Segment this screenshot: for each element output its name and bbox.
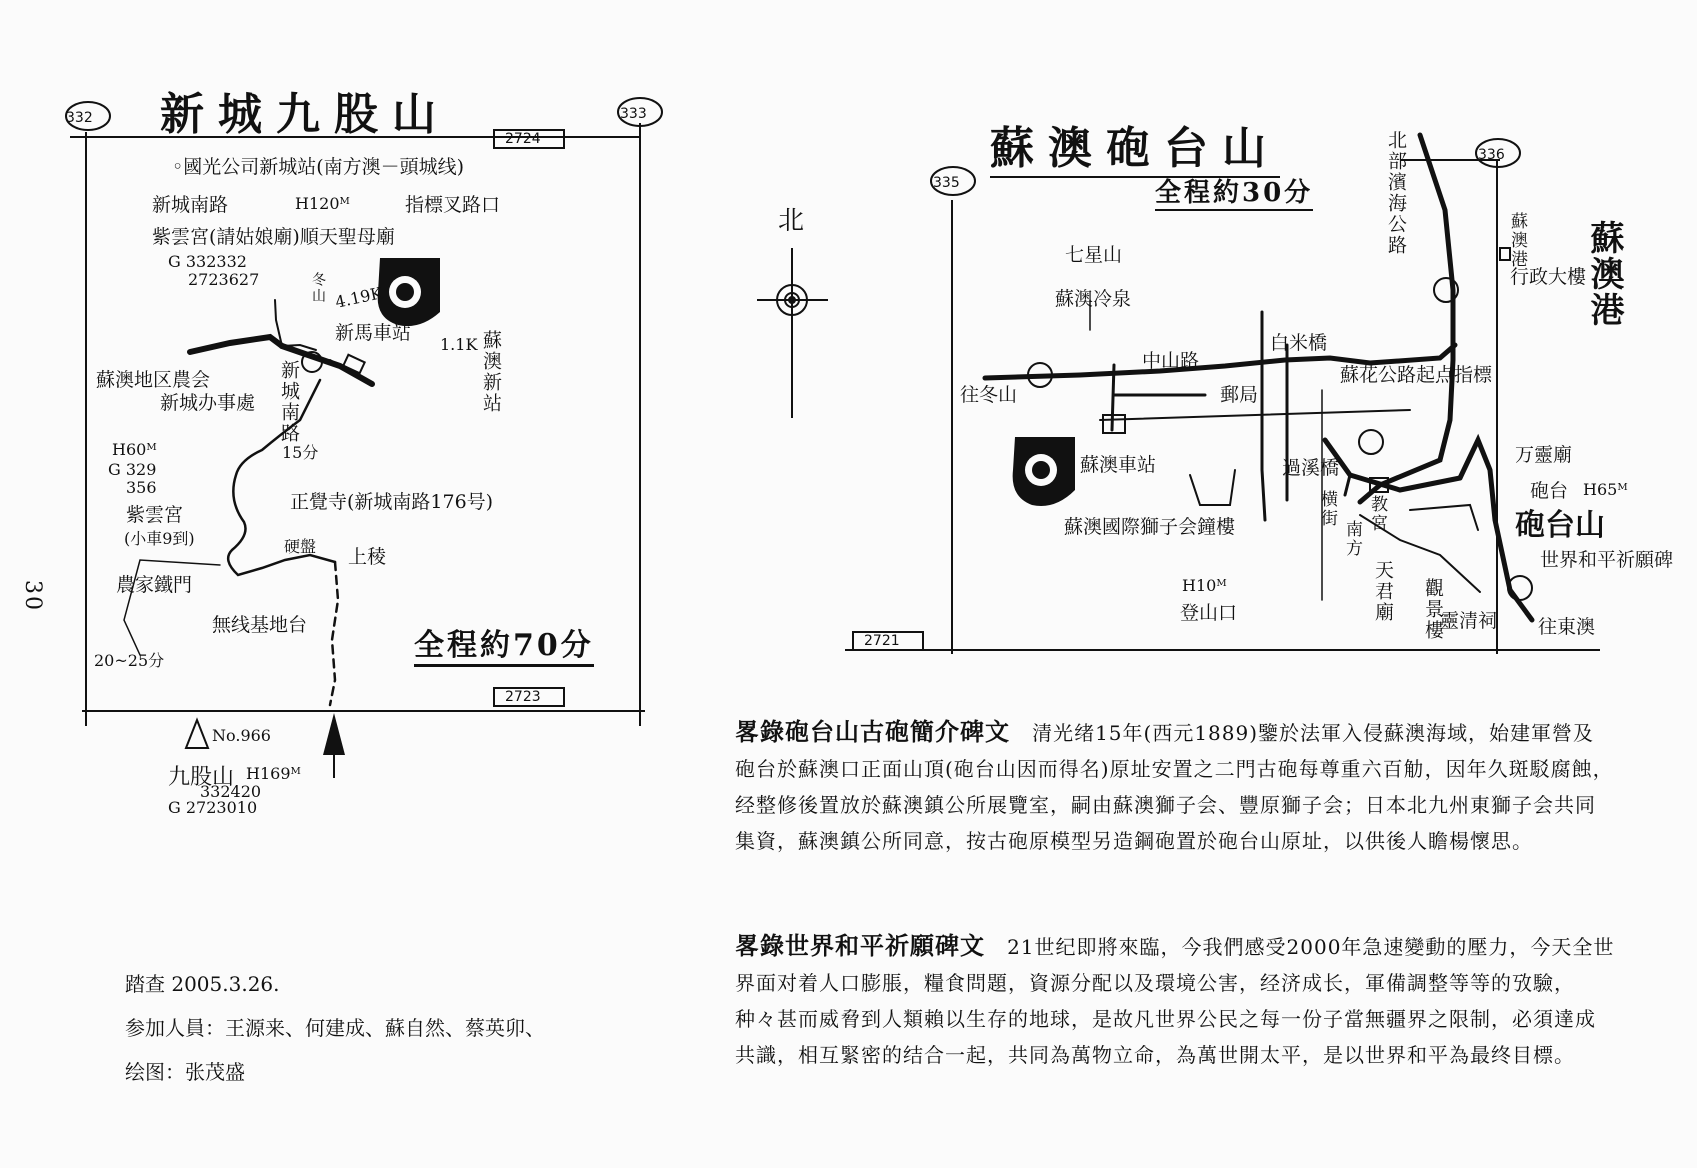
label-g-coord-1: G 332332	[168, 252, 247, 271]
right-grid-x335: 335	[933, 175, 960, 191]
label-up-ridge: 上稜	[348, 546, 387, 568]
label-paotai: 砲台	[1530, 480, 1569, 502]
label-bus9: (小車9到)	[124, 529, 195, 548]
label-jiaogong: 教宮	[1367, 495, 1387, 533]
label-qixing-mountain: 七星山	[1065, 244, 1123, 266]
label-h60: H60ᴹ	[112, 440, 157, 459]
label-farm-gate: 農家鐵門	[116, 574, 193, 596]
left-total-time: 全程約70分	[414, 620, 594, 667]
compass-north-label: 北	[778, 206, 805, 236]
label-11k: 1.1K	[440, 335, 478, 354]
label-zixiagong: 紫雲宮	[126, 504, 184, 526]
right-grid-y2721: 2721	[864, 633, 900, 649]
label-wanling-temple: 万靈廟	[1515, 444, 1573, 466]
label-xincheng-rd: 新城南路	[152, 194, 229, 216]
label-suao-port-admin-1: 蘇澳港	[1507, 212, 1527, 269]
label-lions-clock-tower: 蘇澳國際獅子会鐘樓	[1064, 516, 1236, 538]
label-suao-new-station: 蘇澳新站	[480, 330, 502, 414]
label-suao-port: 蘇澳港	[1584, 220, 1624, 328]
label-farm-assoc: 蘇澳地区農会	[96, 369, 211, 391]
left-grid-y2723: 2723	[505, 689, 541, 705]
label-nanfang: 南方	[1342, 520, 1362, 558]
label-suao-cold-spring: 蘇澳冷泉	[1055, 288, 1132, 310]
left-map-title: 新城九股山	[160, 89, 450, 140]
survey-notes	[125, 962, 545, 1094]
label-zhengjue-temple: 正覺寺(新城南路176号)	[290, 491, 494, 513]
label-h65: H65ᴹ	[1583, 480, 1628, 499]
label-h10: H10ᴹ	[1182, 576, 1227, 595]
right-grid-x336: 336	[1478, 147, 1505, 163]
label-xincheng-south-road: 新城南路	[278, 360, 300, 444]
label-summit-jiugu: 九股山	[168, 765, 235, 790]
label-paotai-mountain: 砲台山	[1515, 508, 1605, 543]
label-trailhead: 登山口	[1180, 602, 1238, 624]
peace-inscription-heading: 畧錄世界和平祈願碑文	[735, 931, 985, 960]
label-lingqing-shrine: 靈清祠	[1440, 610, 1498, 632]
page-number: 30	[20, 580, 45, 612]
label-h169: H169ᴹ	[246, 764, 301, 783]
label-baimi-bridge: 白米橋	[1270, 332, 1328, 354]
label-temple-zixia: 紫雲宮(請姑娘廟)順天聖母廟	[152, 226, 395, 248]
right-map-title: 蘇澳砲台山	[990, 112, 1280, 178]
bus-logo-left	[378, 258, 440, 326]
label-base-station: 無线基地台	[212, 614, 308, 636]
label-peace-stele: 世界和平祈願碑	[1540, 549, 1674, 571]
label-g-coord-3: 332420	[200, 782, 262, 801]
survey-drawing: 绘图：张茂盛	[125, 1060, 245, 1084]
label-20-25min: 20~25分	[94, 651, 165, 670]
label-419k: 4.19K	[333, 283, 385, 312]
label-dongshan: 冬山	[310, 272, 326, 304]
label-15min: 15分	[282, 443, 319, 462]
left-grid-y2724: 2724	[505, 131, 541, 147]
peace-inscription-body: 21世纪即將來臨，今我們感受2000年急速變動的壓力，今天全世界面对着人口膨脹，糧食問題，資源分配以及環境公害，经济成长，軍備調整等等的攷驗，种々甚而威脅到人類賴以生存的地球，是故凡世界公民之每一份子當無疆界之限制，必須達成共識，相互緊密的结合一起，共同為萬物立命，為萬世開太平，是以世界和平為最终目標。	[735, 935, 1615, 1067]
label-sign-junction: 指標叉路口	[405, 194, 501, 216]
right-total-time: 全程約30分	[1155, 172, 1313, 211]
bus-logo-right	[1013, 437, 1075, 506]
label-to-dongao: 往東澳	[1538, 616, 1596, 638]
paotai-inscription-body: 清光绪15年(西元1889)鑒於法軍入侵蘇澳海域，始建軍營及砲台於蘇澳口正面山頂(砲台山因而得名)原址安置之二門古砲每尊重六百觔，因年久斑駁腐蝕，经整修後置放於蘇澳鎮公所展覽室，嗣由蘇澳獅子会、豐原獅子会；日本北九州東獅子会共同集資，蘇澳鎮公所同意，按古砲原模型另造鋼砲置於砲台山原址，以供後人瞻楊懷思。	[735, 721, 1614, 853]
label-xinma-station: 新馬車站	[335, 322, 412, 344]
survey-members: 参加人員：王源来、何建成、蘇自然、蔡英卯、	[125, 1016, 545, 1040]
label-g-coord-3b: G 2723010	[168, 798, 258, 817]
summit-marker	[323, 713, 345, 755]
label-to-dongshan: 往冬山	[960, 384, 1018, 406]
label-hengjie: 横街	[1317, 490, 1337, 528]
survey-date: 踏查 2005.3.26.	[125, 972, 280, 996]
left-grid-x333: 333	[620, 106, 647, 122]
label-zhongshan-road: 中山路	[1142, 350, 1200, 372]
label-hard-rock: 硬盤	[284, 537, 317, 556]
label-g-coord-1b: 2723627	[188, 270, 260, 289]
label-post-office: 郵局	[1220, 384, 1259, 406]
label-g-coord-2b: 356	[126, 478, 157, 497]
label-north-coast-highway: 北部濱海公路	[1385, 130, 1407, 256]
label-suao-station: 蘇澳車站	[1080, 454, 1157, 476]
compass-rose	[757, 248, 828, 418]
label-g-coord-2: G 329	[108, 460, 157, 479]
paotai-inscription	[735, 714, 1615, 859]
label-triangle-no: No.966	[212, 726, 271, 745]
peace-inscription	[735, 928, 1615, 1073]
label-farm-office: 新城办事處	[160, 392, 256, 414]
label-bus: ◦國光公司新城站(南方澳－頭城线)	[172, 156, 465, 178]
label-suhua-sign: 蘇花公路起点指標	[1340, 364, 1493, 386]
label-guanjing-tower: 觀景樓	[1422, 578, 1444, 641]
left-grid-x332: 332	[66, 110, 93, 126]
label-admin-building: 行政大樓	[1510, 266, 1587, 288]
label-guoxi-bridge: 過溪橋	[1282, 457, 1340, 479]
label-h120: H120ᴹ	[295, 194, 350, 213]
paotai-inscription-heading: 畧錄砲台山古砲簡介碑文	[735, 717, 1010, 746]
label-tianjun-temple: 天君廟	[1372, 560, 1394, 623]
